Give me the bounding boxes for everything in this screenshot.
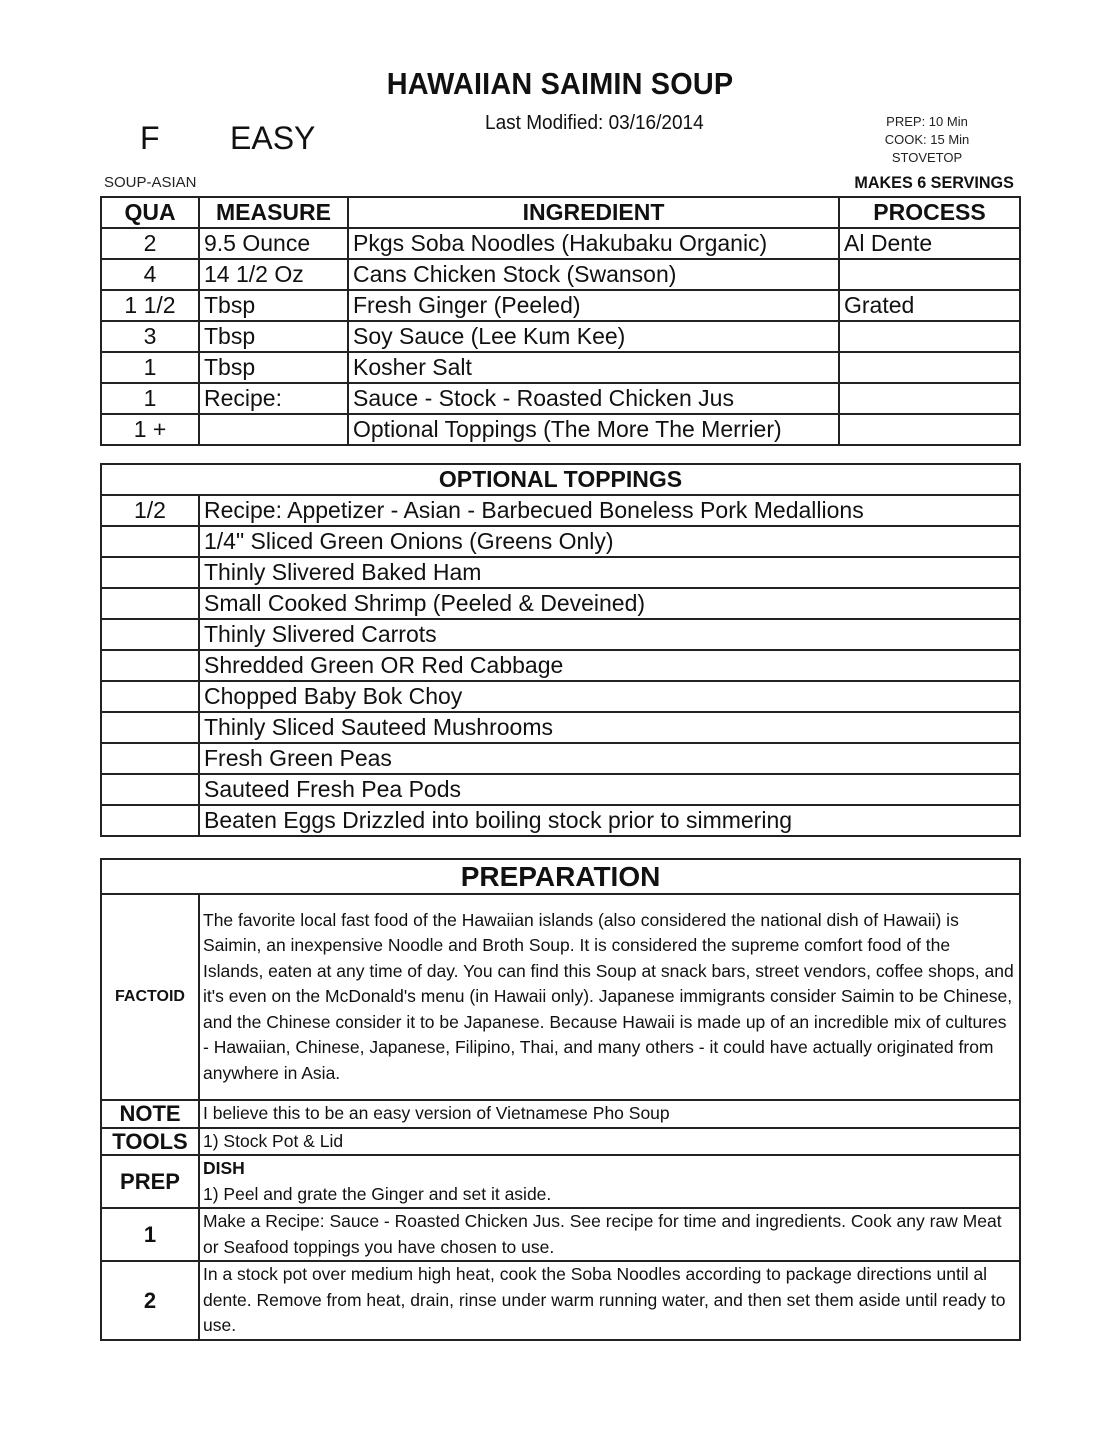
prep-cell bbox=[199, 1155, 1020, 1208]
recipe-code: F bbox=[140, 120, 160, 156]
topping-item: Small Cooked Shrimp (Peeled & Deveined) bbox=[199, 588, 1020, 619]
col-header-process: PROCESS bbox=[839, 197, 1020, 228]
ingredients-header-row bbox=[101, 197, 1020, 228]
recipe-category: SOUP-ASIAN bbox=[104, 174, 197, 191]
ingredient-row bbox=[101, 259, 1020, 290]
step-row bbox=[101, 1261, 1020, 1340]
ingredient-measure: Tbsp bbox=[199, 321, 348, 352]
ingredient-row bbox=[101, 228, 1020, 259]
topping-row bbox=[101, 619, 1020, 650]
time-info bbox=[872, 113, 982, 167]
topping-item: Shredded Green OR Red Cabbage bbox=[199, 650, 1020, 681]
toppings-header-row bbox=[101, 464, 1020, 495]
toppings-table bbox=[100, 463, 1021, 837]
topping-item: Fresh Green Peas bbox=[199, 743, 1020, 774]
ingredient-qty: 1 bbox=[101, 352, 199, 383]
col-header-ingredient: INGREDIENT bbox=[348, 197, 839, 228]
note-row bbox=[101, 1100, 1020, 1128]
ingredient-measure: 9.5 Ounce bbox=[199, 228, 348, 259]
note-label: NOTE bbox=[101, 1100, 199, 1128]
ingredient-name: Pkgs Soba Noodles (Hakubaku Organic) bbox=[348, 228, 839, 259]
ingredient-process bbox=[839, 321, 1020, 352]
servings: MAKES 6 SERVINGS bbox=[854, 173, 1014, 192]
preparation-header-row bbox=[101, 859, 1020, 894]
difficulty-level: EASY bbox=[230, 120, 316, 156]
topping-row bbox=[101, 588, 1020, 619]
topping-row bbox=[101, 557, 1020, 588]
preparation-table bbox=[100, 858, 1021, 1341]
factoid-text: The favorite local fast food of the Hawaiian islands (also considered the national dish of Hawaii) is Saimin, an inexpensive Noodle and Broth Soup. It is considered the supreme comfort food of the Islands, eaten at any time of day. You can find this Soup at snack bars, street vendors, coffee shops, and it's even on the McDonald's menu (in Hawaii only). Japanese immigrants consider Saimin to be Chinese, and the Chinese consider it to be Japanese. Because Hawaii is made up of an incredible mix of cultures - Hawaiian, Chinese, Japanese, Filipino, Thai, and many others - it could have actually originated from anywhere in Asia. bbox=[199, 894, 1020, 1100]
toppings-heading: OPTIONAL TOPPINGS bbox=[101, 464, 1020, 495]
ingredient-row bbox=[101, 414, 1020, 445]
topping-row bbox=[101, 650, 1020, 681]
ingredient-row bbox=[101, 290, 1020, 321]
step-row bbox=[101, 1208, 1020, 1261]
ingredient-name: Optional Toppings (The More The Merrier) bbox=[348, 414, 839, 445]
topping-row bbox=[101, 495, 1020, 526]
note-text: I believe this to be an easy version of Vietnamese Pho Soup bbox=[199, 1100, 1020, 1128]
tools-row bbox=[101, 1128, 1020, 1156]
col-header-qua: QUA bbox=[101, 197, 199, 228]
ingredient-process bbox=[839, 259, 1020, 290]
ingredient-qty: 4 bbox=[101, 259, 199, 290]
ingredient-name: Fresh Ginger (Peeled) bbox=[348, 290, 839, 321]
topping-row bbox=[101, 712, 1020, 743]
step-text: In a stock pot over medium high heat, cook the Soba Noodles according to package directions until al dente. Remove from heat, drain, rinse under warm running water, and then set them aside until ready to use. bbox=[199, 1261, 1020, 1340]
ingredient-measure: Recipe: bbox=[199, 383, 348, 414]
prep-label: PREP bbox=[101, 1155, 199, 1208]
topping-item: Recipe: Appetizer - Asian - Barbecued Boneless Pork Medallions bbox=[199, 495, 1020, 526]
tools-text: 1) Stock Pot & Lid bbox=[199, 1128, 1020, 1156]
col-header-measure: MEASURE bbox=[199, 197, 348, 228]
ingredients-table bbox=[100, 196, 1021, 446]
step-text: Make a Recipe: Sauce - Roasted Chicken Jus. See recipe for time and ingredients. Cook any raw Meat or Seafood toppings you have chosen to use. bbox=[199, 1208, 1020, 1261]
factoid-row bbox=[101, 894, 1020, 1100]
topping-item: Thinly Slivered Carrots bbox=[199, 619, 1020, 650]
last-modified: Last Modified: 03/16/2014 bbox=[485, 112, 704, 134]
topping-qty bbox=[101, 650, 199, 681]
topping-qty bbox=[101, 526, 199, 557]
prep-text: 1) Peel and grate the Ginger and set it aside. bbox=[203, 1183, 552, 1204]
topping-qty bbox=[101, 681, 199, 712]
ingredient-measure bbox=[199, 414, 348, 445]
topping-item: 1/4" Sliced Green Onions (Greens Only) bbox=[199, 526, 1020, 557]
topping-item: Chopped Baby Bok Choy bbox=[199, 681, 1020, 712]
ingredient-measure: Tbsp bbox=[199, 352, 348, 383]
ingredient-qty: 1 bbox=[101, 383, 199, 414]
ingredient-process: Grated bbox=[839, 290, 1020, 321]
preparation-heading: PREPARATION bbox=[101, 859, 1020, 894]
ingredient-name: Sauce - Stock - Roasted Chicken Jus bbox=[348, 383, 839, 414]
prep-row bbox=[101, 1155, 1020, 1208]
ingredient-name: Soy Sauce (Lee Kum Kee) bbox=[348, 321, 839, 352]
topping-qty bbox=[101, 805, 199, 836]
topping-row bbox=[101, 526, 1020, 557]
topping-qty bbox=[101, 743, 199, 774]
ingredient-row bbox=[101, 352, 1020, 383]
ingredient-process bbox=[839, 383, 1020, 414]
topping-qty bbox=[101, 588, 199, 619]
ingredient-qty: 3 bbox=[101, 321, 199, 352]
topping-qty bbox=[101, 774, 199, 805]
ingredient-process bbox=[839, 352, 1020, 383]
ingredient-measure: 14 1/2 Oz bbox=[199, 259, 348, 290]
ingredient-qty: 1 + bbox=[101, 414, 199, 445]
step-number: 2 bbox=[101, 1261, 199, 1340]
ingredient-name: Kosher Salt bbox=[348, 352, 839, 383]
factoid-label: FACTOID bbox=[101, 894, 199, 1100]
topping-row bbox=[101, 681, 1020, 712]
topping-item: Sauteed Fresh Pea Pods bbox=[199, 774, 1020, 805]
topping-item: Beaten Eggs Drizzled into boiling stock prior to simmering bbox=[199, 805, 1020, 836]
topping-row bbox=[101, 805, 1020, 836]
ingredient-measure: Tbsp bbox=[199, 290, 348, 321]
prep-time: PREP: 10 Min bbox=[886, 114, 968, 129]
topping-row bbox=[101, 774, 1020, 805]
prep-subheading: DISH bbox=[203, 1158, 245, 1178]
ingredient-row bbox=[101, 321, 1020, 352]
ingredient-qty: 1 1/2 bbox=[101, 290, 199, 321]
step-number: 1 bbox=[101, 1208, 199, 1261]
topping-qty: 1/2 bbox=[101, 495, 199, 526]
recipe-title: HAWAIIAN SAIMIN SOUP bbox=[386, 66, 734, 101]
cook-time: COOK: 15 Min bbox=[884, 132, 970, 147]
ingredient-name: Cans Chicken Stock (Swanson) bbox=[348, 259, 839, 290]
topping-qty bbox=[101, 712, 199, 743]
ingredient-process: Al Dente bbox=[839, 228, 1020, 259]
tools-label: TOOLS bbox=[101, 1128, 199, 1156]
topping-qty bbox=[101, 557, 199, 588]
ingredient-row bbox=[101, 383, 1020, 414]
topping-row bbox=[101, 743, 1020, 774]
topping-item: Thinly Sliced Sauteed Mushrooms bbox=[199, 712, 1020, 743]
topping-qty bbox=[101, 619, 199, 650]
ingredient-process bbox=[839, 414, 1020, 445]
topping-item: Thinly Slivered Baked Ham bbox=[199, 557, 1020, 588]
cook-method: STOVETOP bbox=[891, 150, 963, 165]
ingredient-qty: 2 bbox=[101, 228, 199, 259]
